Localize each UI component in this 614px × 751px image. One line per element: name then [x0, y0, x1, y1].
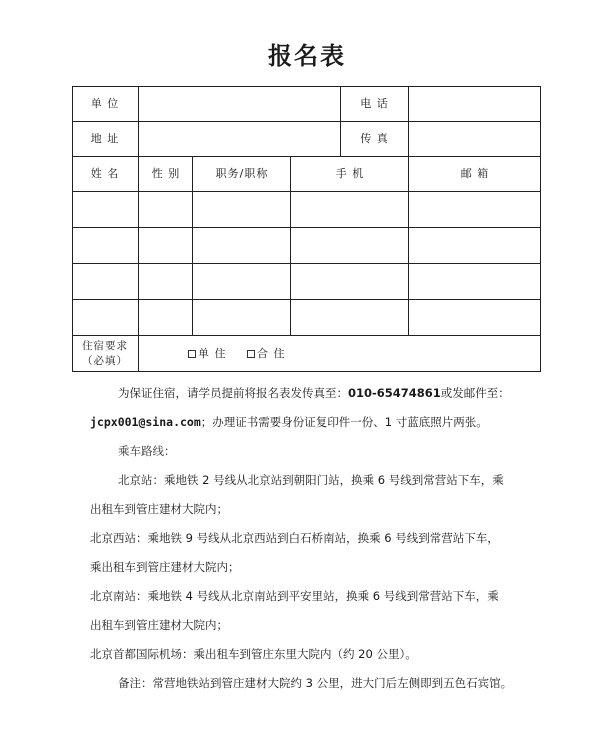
route-title: 乘车路线：: [118, 444, 176, 458]
lodging-option-single-label: 单 住: [198, 347, 227, 360]
header-mobile: 手 机: [335, 167, 365, 180]
form-cells: [72, 86, 541, 372]
unit-label: 单 位: [90, 97, 120, 110]
checkbox-shared[interactable]: [247, 350, 255, 358]
address-label: 地 址: [90, 132, 120, 145]
fax-field[interactable]: [409, 122, 540, 156]
route-2-line-2: 乘出租车到管庄建材大院内；: [90, 560, 240, 574]
header-gender: 性 别: [151, 167, 181, 180]
unit-field[interactable]: [139, 87, 340, 121]
lodging-label-line2: （必填）: [82, 355, 128, 367]
lodging-label-line1: 住宿要求: [82, 340, 128, 352]
header-title: 职务/职称: [215, 167, 269, 180]
lodging-options: [188, 336, 286, 372]
route-1-line-1: 北京站：乘地铁 2 号线从北京站到朝阳门站，换乘 6 号线到常营站下车，乘: [118, 473, 504, 487]
phone-field[interactable]: [409, 87, 540, 121]
route-1-line-2: 出租车到管庄建材大院内；: [90, 502, 228, 516]
checkbox-single[interactable]: [188, 350, 196, 358]
remark: 备注：常营地铁站到管庄建材大院约 3 公里，进大门后左侧即到五色石宾馆。: [118, 676, 513, 690]
route-3-line-1: 北京南站：乘地铁 4 号线从北京南站到平安里站，换乘 6 号线到常营站下车，乘: [90, 589, 499, 603]
header-email: 邮 箱: [460, 167, 490, 180]
note-certificate: ；办理证书需要身份证复印件一份、1 寸蓝底照片两张。: [200, 415, 488, 429]
fax-number: 010-65474861: [348, 386, 441, 400]
route-4: 北京首都国际机场：乘出租车到管庄东里大院内（约 20 公里）。: [90, 647, 417, 661]
note-email-intro: 或发邮件至：: [440, 386, 510, 400]
address-field[interactable]: [139, 122, 340, 156]
header-name: 姓 名: [90, 167, 120, 180]
route-3-line-2: 出租车到管庄建材大院内；: [90, 618, 228, 632]
lodging-label: [72, 336, 138, 372]
note-line-1: [118, 385, 510, 401]
page-title: 报名表: [268, 42, 346, 70]
phone-label: 电 话: [360, 97, 389, 110]
lodging-option-shared[interactable]: [247, 347, 286, 360]
lodging-option-single[interactable]: [188, 347, 231, 360]
fax-label: 传 真: [360, 132, 389, 145]
route-2-line-1: 北京西站：乘地铁 9 号线从北京西站到白石桥南站，换乘 6 号线到常营站下车，: [90, 531, 499, 545]
email-address[interactable]: jcpx001@sina.com: [90, 415, 201, 429]
lodging-option-shared-label: 合 住: [257, 347, 286, 360]
note-fax-intro: 为保证住宿，请学员提前将报名表发传真至：: [118, 386, 348, 400]
note-line-2: [90, 414, 488, 430]
